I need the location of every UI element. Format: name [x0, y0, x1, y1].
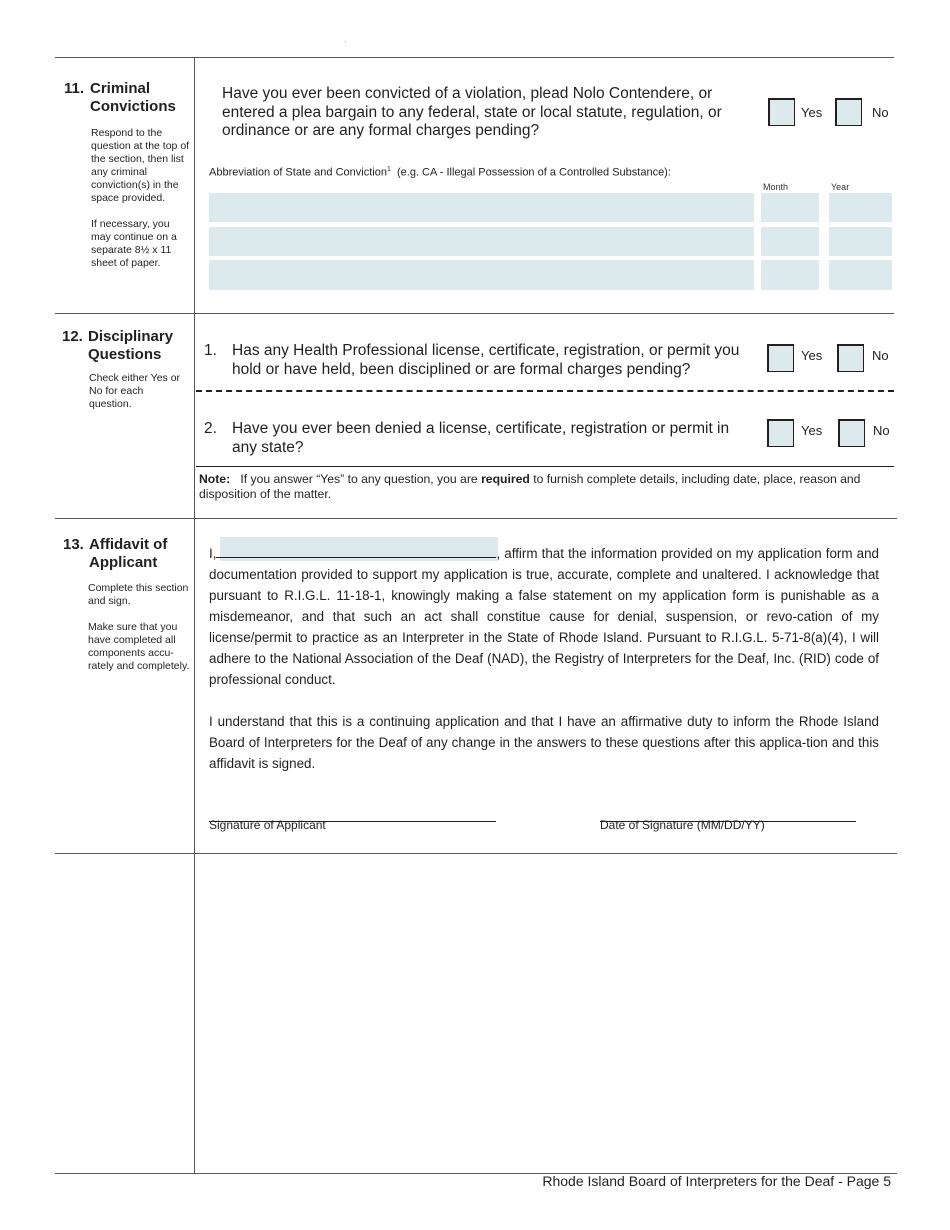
affirm-text: , affirm that the information provided on my application form and documentation provided to support my application is true, accurate, complete and unaltered. I acknowledge that pursuant to R.I.G.L. 11-18-1, knowingly making a false statement on my application form is punishable as a misdemeanor, and that such an act shall constitue cause for denial, suspension, or revo-cation of my license/permit to practice as an Interpreter in the State of Rhode Island. Pursuant to R.I.G.L. 5-71-8(a)(4), I will adhere to the National Association of the Deaf (NAD), the Registry of Interpreters for the Deaf, Inc. (RID) code of professional conduct.	[209, 546, 879, 687]
section-13-instructions	[88, 582, 194, 686]
denied-no-checkbox[interactable]	[838, 419, 865, 447]
section-title-line1: Disciplinary	[88, 328, 174, 345]
conviction-field[interactable]	[209, 227, 754, 256]
month-field[interactable]	[761, 227, 819, 256]
section-12-instructions: Check either Yes or No for each question.	[89, 372, 181, 410]
signature-label: Signature of Applicant	[209, 818, 326, 832]
section-11-instructions	[91, 127, 191, 283]
month-field[interactable]	[761, 193, 819, 222]
disciplinary-question-2: Have you ever been denied a license, certificate, registration or permit in any state?	[232, 420, 730, 456]
section-12-title	[62, 328, 173, 364]
page-footer: Rhode Island Board of Interpreters for the Deaf - Page 5	[542, 1173, 891, 1189]
question-number: 2.	[204, 420, 217, 437]
section-number: 12.	[62, 328, 83, 345]
conviction-field[interactable]	[209, 260, 754, 290]
instruction-text: If necessary, you may continue on a separate 8½ x 11 sheet of paper.	[91, 218, 177, 269]
conviction-field[interactable]	[209, 193, 754, 222]
section-11-title	[64, 80, 176, 116]
left-column-divider	[194, 57, 195, 1174]
year-field[interactable]	[829, 260, 892, 290]
no-label: No	[872, 105, 889, 120]
section-divider	[55, 518, 897, 519]
yes-label: Yes	[801, 348, 823, 363]
name-blank	[216, 546, 496, 558]
note-label: Note:	[199, 472, 231, 486]
section-title-line1: Affidavit of	[89, 536, 168, 553]
year-field[interactable]	[829, 227, 892, 256]
section-title-line2: Applicant	[89, 554, 158, 571]
month-column-label: Month	[763, 182, 789, 192]
instruction-text: Complete this section and sign.	[88, 582, 189, 607]
disciplined-no-checkbox[interactable]	[837, 344, 864, 372]
header-mark: '	[345, 40, 347, 49]
note-rule	[196, 466, 894, 467]
section-title-line1: Criminal	[90, 80, 151, 97]
disciplined-yes-checkbox[interactable]	[767, 344, 794, 372]
section-number: 13.	[63, 536, 84, 553]
no-label: No	[873, 423, 890, 438]
note-required: required	[481, 472, 530, 486]
affidavit-paragraph-2: I understand that this is a continuing application and that I have an affirmative duty to inform the Rhode Island Board of Interpreters for the Deaf of any change in the answers to these questions after this applica-tion and this affidavit is signed.	[209, 714, 879, 771]
month-field[interactable]	[761, 260, 819, 290]
no-label: No	[872, 348, 889, 363]
section-title-line2: Questions	[88, 346, 162, 363]
yes-label: Yes	[801, 105, 823, 120]
affirm-prefix: I,	[209, 546, 217, 561]
section-13-title	[63, 536, 167, 572]
conviction-field-label	[209, 163, 749, 180]
top-rule	[55, 57, 894, 58]
conviction-no-checkbox[interactable]	[835, 98, 862, 126]
conviction-label-text: Abbreviation of State and Conviction	[209, 166, 387, 179]
date-signature-label: Date of Signature (MM/DD/YY)	[600, 818, 765, 832]
section-number: 11.	[64, 80, 85, 97]
year-column-label: Year	[831, 182, 850, 192]
conviction-yes-checkbox[interactable]	[768, 98, 795, 126]
instruction-text: Make sure that you have completed all components accu-rately and completely.	[88, 621, 190, 672]
disciplinary-note	[199, 472, 889, 502]
disciplinary-question-1: Has any Health Professional license, certificate, registration, or permit you hold or have held, been disciplined or are formal charges pending?	[232, 342, 740, 378]
section-title-line2: Convictions	[90, 98, 176, 115]
question-dashed-divider	[196, 390, 894, 392]
conviction-example-text: (e.g. CA - Illegal Possession of a Controlled Substance):	[396, 166, 671, 179]
question-number: 1.	[204, 342, 217, 359]
year-field[interactable]	[829, 193, 892, 222]
section-divider	[55, 313, 894, 314]
affidavit-paragraph-1	[209, 543, 879, 690]
yes-label: Yes	[801, 423, 823, 438]
instruction-text: Respond to the question at the top of the section, then list any criminal conviction(s) in the space provided.	[91, 127, 190, 204]
note-text: to furnish complete details, including date, place, reason and disposition of the matter.	[199, 472, 861, 501]
denied-yes-checkbox[interactable]	[767, 419, 794, 447]
note-text: If you answer “Yes” to any question, you are	[240, 472, 478, 486]
section-divider	[55, 853, 897, 854]
footnote-mark: 1	[386, 166, 391, 173]
conviction-question: Have you ever been convicted of a violation, plead Nolo Contendere, or entered a plea bargain to any federal, state or local statute, regulation, or ordinance or are any formal charges pending?	[222, 85, 722, 139]
